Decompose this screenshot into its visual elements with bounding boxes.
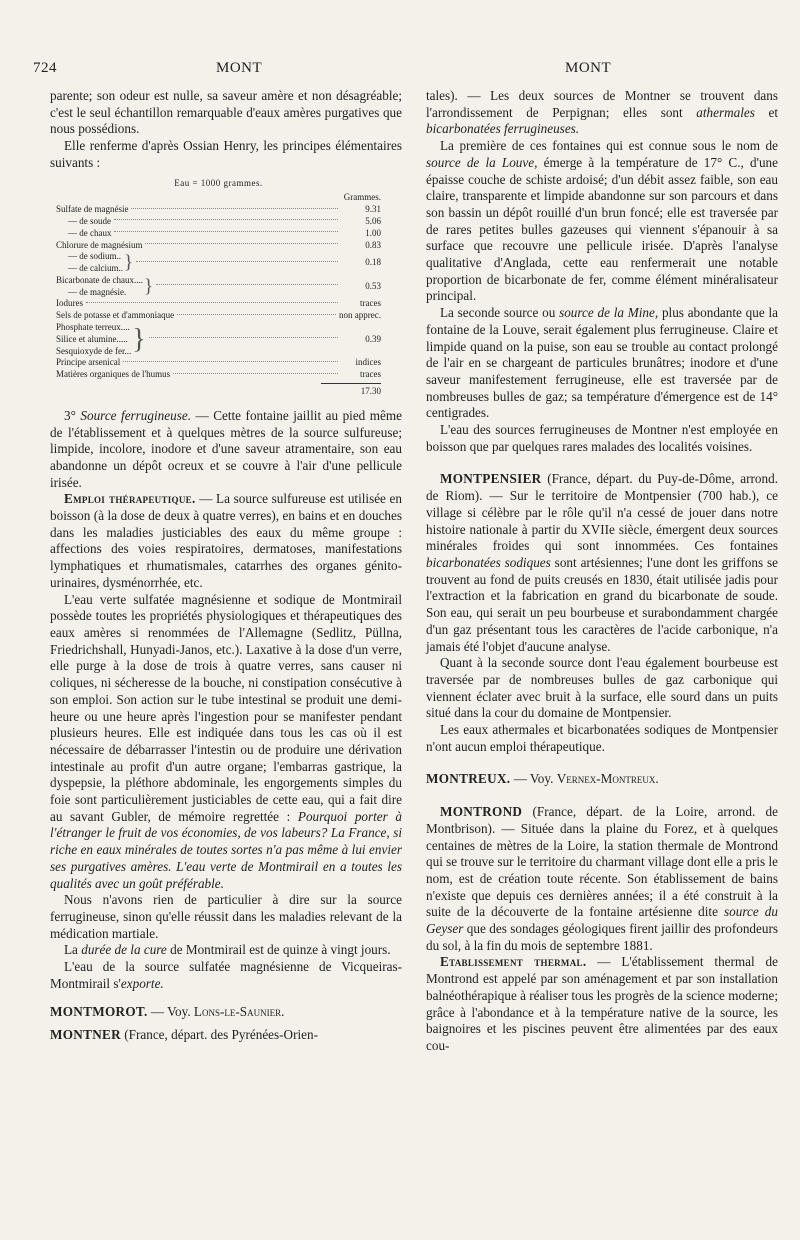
entry-montmorot: MONTMOROT. — Voy. Lons-le-Saunier. xyxy=(50,1004,285,1020)
louve-source-paragraph: La première de ces fontaines qui est connue sous le nom de source de la Louve, émerge à la température de 17° C., d'une épaisse couche de schiste ardoisé; d'un débit assez faible, son eau claire, transparente et limpide abandonne sur son parcours et dans son bassin un dépôt rouillé d'un brun foncé; elle est traversée par de rares petites bulles gazeuses qui viennent s'épanouir à sa surface que recouvre une pellicule irisée. D'après l'analyse qualitative d'Anglada, cette eau renfermerait une notable proportion de bicarbonate de fer, comme élément minéralisateur principal. xyxy=(426,138,778,304)
table-row: Iodures traces xyxy=(56,298,381,309)
entry-heading: MONTROND xyxy=(440,804,523,820)
green-water-paragraph: L'eau verte sulfatée magnésienne et sodique de Montmirail possède toutes les propriétés physiologiques et thérapeutiques des eaux amères si renommées de l'Allemagne (Sedlitz, Püllna, Friedrichshall, Hunyadi-Janos, etc.). Laxative à la dose d'un verre, elle purge à la dose de trois à quatre verres, sans causer ni coliques, ni sécheresse de la bouche, ni constipation consécutive à son emploi. Son action sur le tube intestinal se produit une demi-heure ou une heure après l'ingestion pour se manifester pendant plusieurs heures. Elle est indiquée dans tous les cas où il est nécessaire de débarrasser l'intestin ou de produire une dérivation intestinale au profit d'un autre organe; l'embarras gastrique, la dyspepsie, la pléthore abdominale, les engorgements simples du foie sont particulièrement justiciables de cette eau, qui a fait dire au savant Gubler, de mémoire regrettée : Pourquoi porter à l'étranger le fruit de vos économies, de vos labeurs? La France, si riche en eaux minérales de toutes sortes n'a pas même à lui envier ses purgatives amères. L'eau verte de Montmirail en a toutes les qualités avec un goût préférable. xyxy=(50,591,402,891)
composition-table xyxy=(56,178,381,398)
entry-heading: MONTPENSIER xyxy=(440,471,542,487)
left-column xyxy=(50,88,402,1044)
table-row: — de chaux 1.00 xyxy=(68,227,381,238)
table-row-group: — de sodium.. — de calcium.. } 0.18 xyxy=(68,251,381,274)
intro-paragraph: parente; son odeur est nulle, sa saveur amère et non désagréable; c'est le seul échantillon remarquable d'eaux amères purgatives que nous possédions. xyxy=(50,88,402,137)
table-row: — de soude 5.06 xyxy=(68,215,381,226)
section-heading: Etablissement thermal. xyxy=(440,954,587,970)
ferruginous-source-paragraph: 3° Source ferrugineuse. — Cette fontaine jaillit au pied même de l'établissement et à quelques mètres de la source sulfureuse; limpide, incolore, inodore et d'une saveur atramentaire, son eau abandonne un dépôt ocreux et se couvre à l'air d'une pellicule irisée. xyxy=(50,407,403,490)
table-row-group: Bicarbonate de chaux.... — de magnésie. } 0.53 xyxy=(56,274,381,297)
montpensier-use-paragraph: Les eaux athermales et bicarbonatées sodiques de Montpensier n'ont aucun emploi thérapeutique. xyxy=(426,722,778,754)
page-number: 724 xyxy=(33,60,57,76)
entry-montreux: MONTREUX. — Voy. Vernex-Montreux. xyxy=(426,771,659,787)
table-row: Sulfate de magnésie 9.31 xyxy=(56,204,381,215)
composition-intro: Elle renferme d'après Ossian Henry, les principes élémentaires suivants : xyxy=(50,138,402,170)
table-row: Matières organiques de l'humus traces xyxy=(56,369,381,380)
section-heading: Emploi thérapeutique. xyxy=(64,491,196,507)
table-total: 17.30 xyxy=(321,383,381,398)
montner-continued: tales). — Les deux sources de Montner se trouvent dans l'arrondissement de Perpignan; elles sont athermales et bicarbonatées ferrugineuses. xyxy=(426,88,778,137)
table-unit: Grammes. xyxy=(343,192,381,203)
right-column xyxy=(426,88,778,1055)
table-row: Principe arsenical indices xyxy=(56,357,381,368)
mine-source-paragraph: La seconde source ou source de la Mine, plus abondante que la fontaine de la Louve, serait également plus ferrugineuse. Claire et limpide quand on la puise, son eau se trouble au contact prolongé de l'air en se chargeant de particules brunâtres; inodore et d'une saveur manifestement ferrugineuse, elle est traversée par de nombreuses bulles de gaz; sa température d'émergence est de 14° centigrades. xyxy=(426,305,778,421)
entry-montner: MONTNER (France, départ. des Pyrénées-Orien- xyxy=(50,1027,318,1043)
entry-montrond: MONTROND (France, départ. de la Loire, arrond. de Montbrison). — Située dans la plaine du Forez, et à quelques centaines de mètres de la Loire, la station thermale de Montrond qui se trouve sur le territoire du charmant village dont elle a pris le nom, est de création toute récente. Son établissement de bains n'existe que depuis ces dernières années; il a été construit à la suite de la découverte de la fontaine artésienne dite source du Geyser que des sondages géologiques firent jaillir des profondeurs du sol, à la fin du mois de septembre 1881. xyxy=(426,804,778,953)
entry-heading: MONTMOROT. xyxy=(50,1004,148,1020)
entry-heading: MONTNER xyxy=(50,1027,121,1043)
table-row: Sels de potasse et d'ammoniaque non apprec. xyxy=(56,310,381,321)
entry-montpensier: MONTPENSIER (France, départ. du Puy-de-Dôme, arrond. de Riom). — Sur le territoire de Montpensier (700 hab.), ce village si célèbre par le rôle qu'il n'a cessé de jouer dans notre histoire nationale à partir du XVIIe siècle, émergent deux sources minérales froides qui sont innommées. Ces fontaines bicarbonatées sodiques sont artésiennes; l'une dont les griffons se trouvent au fond de puits creusés en 1830, était utilisée jadis pour l'extraction et la fabrication en grand du bicarbonate de soude. Son eau, qui serait un peu bourbeuse et surabondamment chargée d'un gaz présentant tous les caractères de l'acide carbonique, n'a jamais été l'objet d'aucune analyse. xyxy=(426,471,779,654)
second-source-paragraph: Quant à la seconde source dont l'eau également bourbeuse est traversée par de nombreuses bulles de gaz carbonique qui viennent éclater avec bruit à la surface, elle sourd dans un puits situé dans la cour du domaine de Montpensier. xyxy=(426,655,778,721)
running-title-right: MONT xyxy=(565,60,612,76)
table-row-group: Phosphate terreux.... Silice et alumine..... Sesquioxyde de fer... } 0.39 xyxy=(56,322,381,356)
entry-heading: MONTREUX. xyxy=(426,771,511,787)
cure-duration-paragraph: La durée de la cure de Montmirail est de quinze à vingt jours. xyxy=(64,942,391,958)
montner-use-paragraph: L'eau des sources ferrugineuses de Montner n'est employée en boisson que par quelques rares malades des localités voisines. xyxy=(426,422,778,454)
running-title-left: MONT xyxy=(216,60,263,76)
table-caption: Eau = 1000 grammes. xyxy=(174,177,263,188)
therapeutic-use-paragraph: Emploi thérapeutique. — La source sulfureuse est utilisée en boisson (à la dose de deux à quatre verres), en bains et en douches dans les maladies justiciables des eaux du même groupe : affections des voies respiratoires, dermatoses, manifestations lymphatiques et rhumatismales, catarrhes des organes génito-urinaires, dysménorrhée, etc. xyxy=(50,491,402,590)
ferruginous-note-paragraph: Nous n'avons rien de particulier à dire sur la source ferrugineuse, sinon qu'elle réussit dans les maladies relevant de la médication martiale. xyxy=(50,892,402,941)
thermal-establishment-paragraph: Etablissement thermal. — L'établissement thermal de Montrond est appelé par son aménagement et par son installation balnéothérapique à réaliser tous les progrès de la science moderne; grâce à l'abondance et à la température native de la source, les baignoires et les piscines peuvent être alimentées par des eaux cou- xyxy=(426,954,778,1053)
export-paragraph: L'eau de la source sulfatée magnésienne de Vicqueiras-Montmirail s'exporte. xyxy=(50,959,402,991)
table-row: Chlorure de magnésium 0.83 xyxy=(56,239,381,250)
